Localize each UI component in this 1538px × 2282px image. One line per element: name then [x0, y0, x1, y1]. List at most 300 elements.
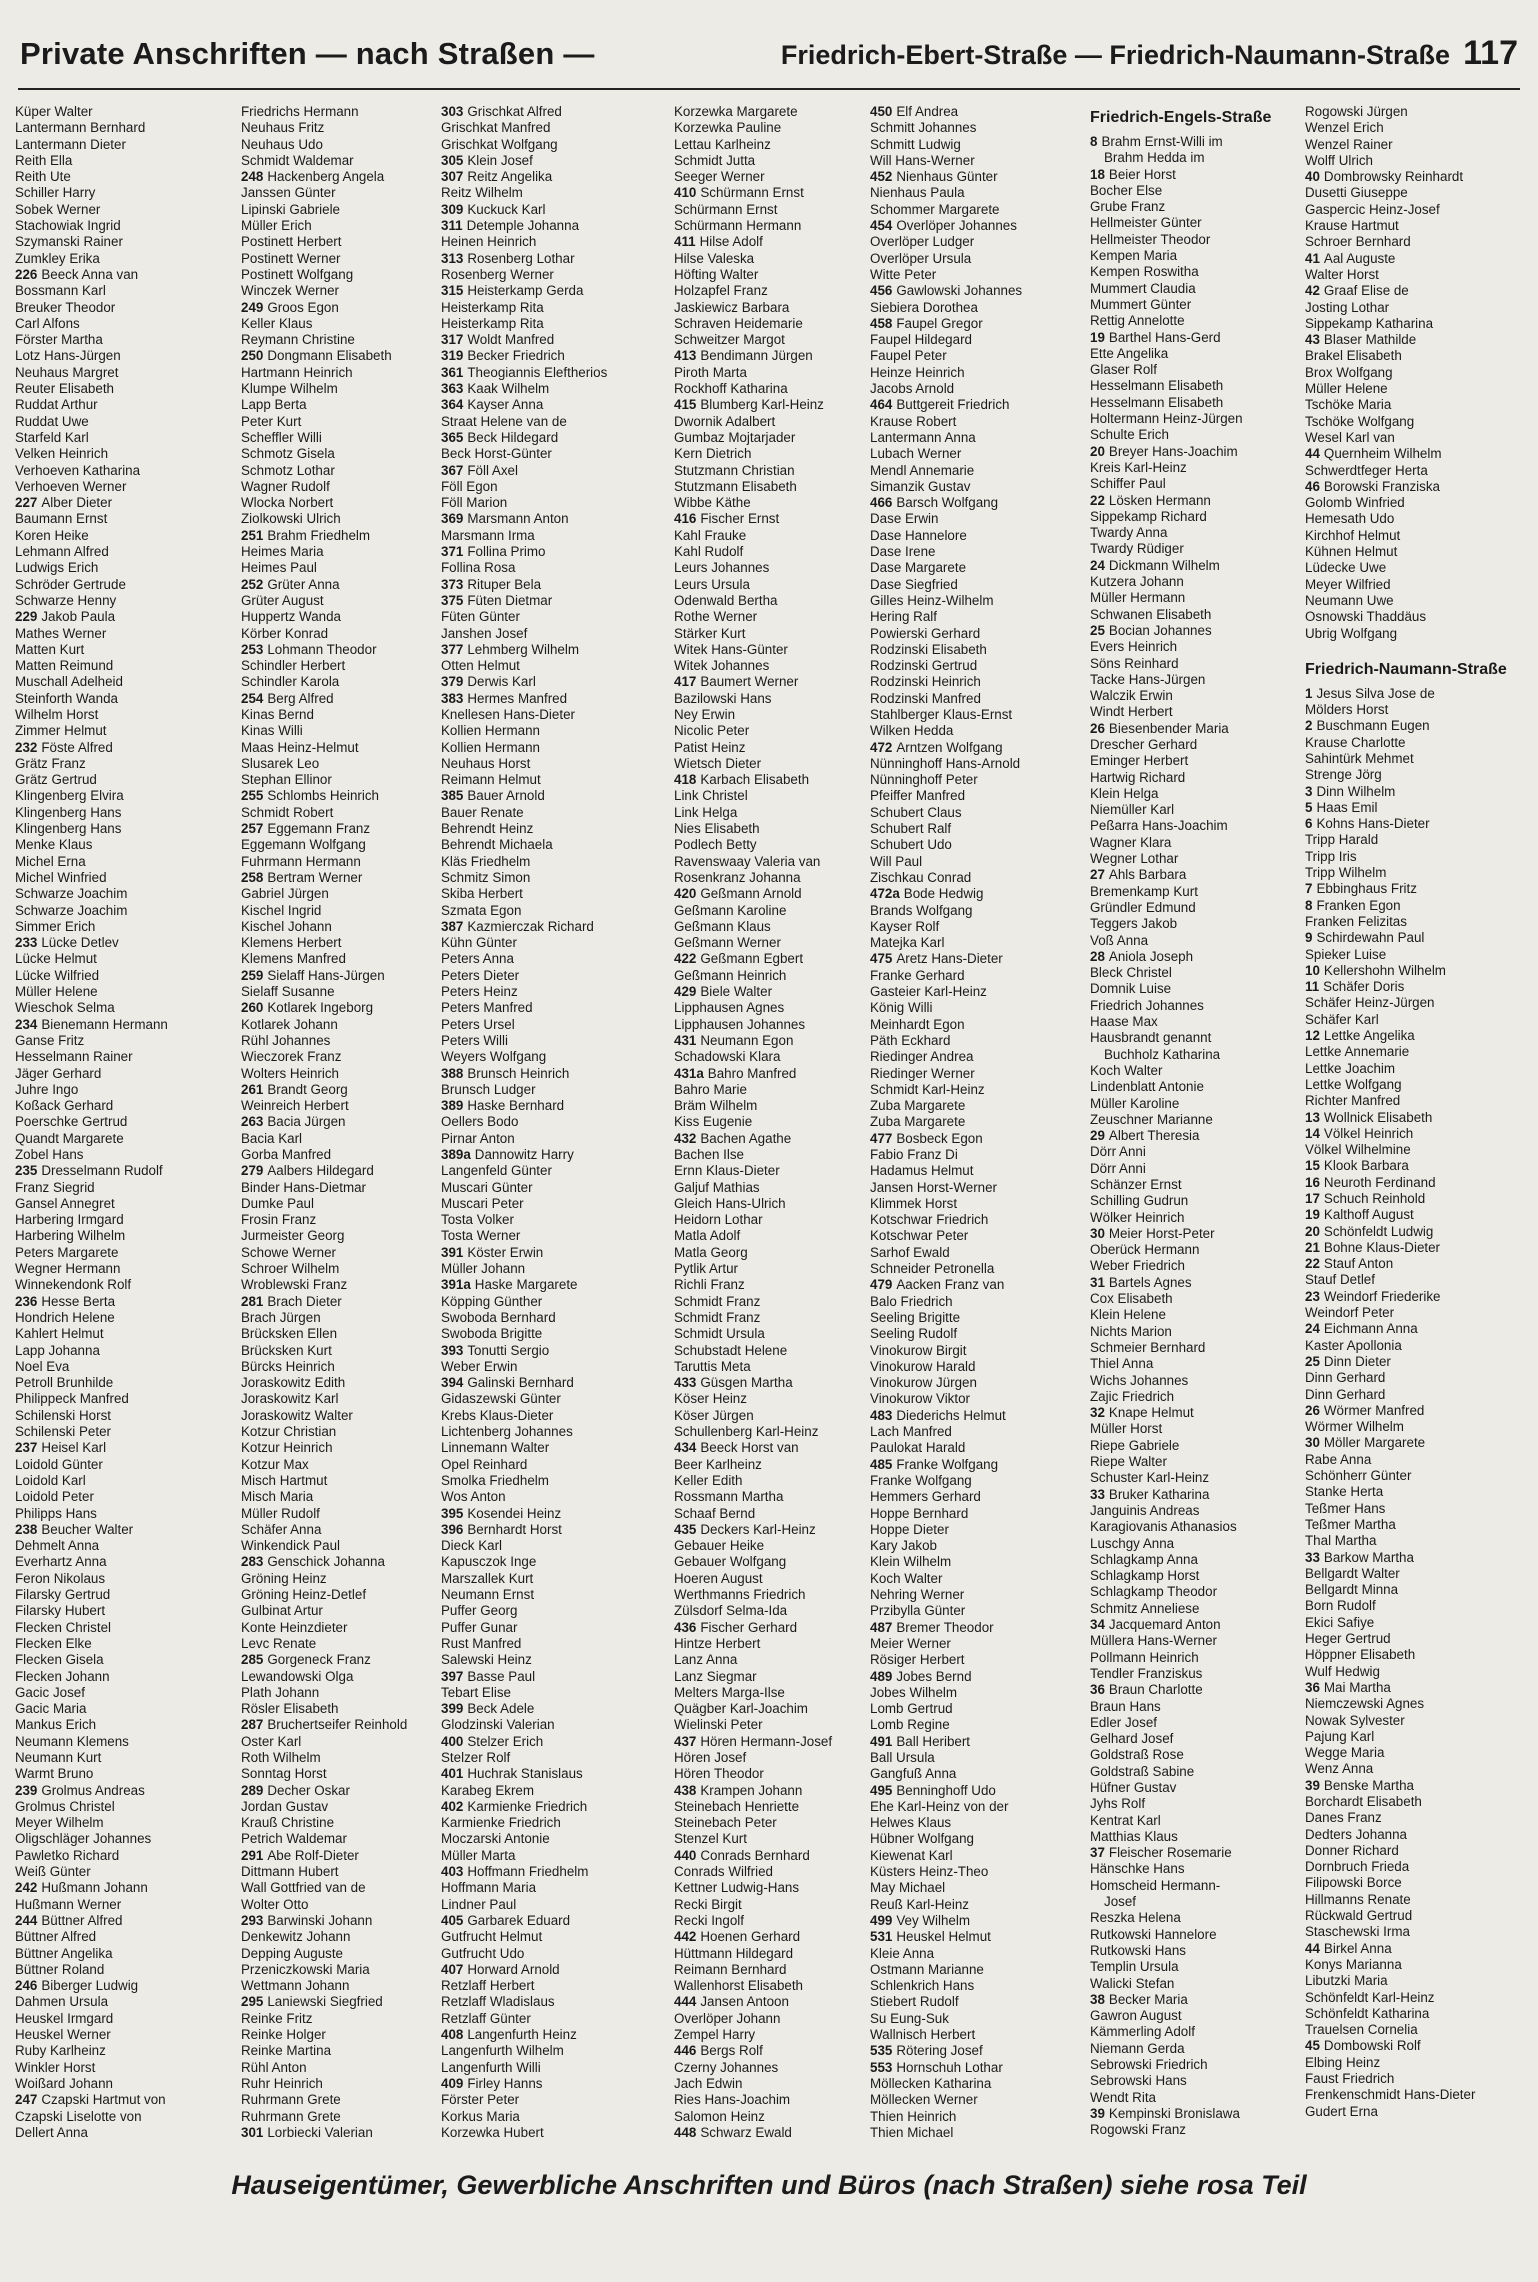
address-entry: [870, 1017, 1090, 1033]
address-entry: [15, 283, 235, 299]
resident-name: Wallenhorst Elisabeth: [674, 1978, 804, 1994]
resident-name: Hoeren August: [674, 1570, 763, 1586]
address-entry: [1090, 1568, 1310, 1584]
address-entry: [1305, 577, 1525, 593]
address-entry: [15, 1082, 235, 1098]
resident-name: Abe Rolf-Dieter: [267, 1847, 359, 1863]
address-entry: [15, 837, 235, 853]
address-entry: [674, 463, 894, 479]
address-entry: [441, 707, 661, 723]
address-entry: [1305, 1175, 1525, 1191]
resident-name: Schwarz Ewald: [700, 2124, 792, 2140]
resident-name: Philippeck Manfred: [15, 1391, 129, 1407]
house-number: 17: [1305, 1191, 1320, 1206]
resident-name: Müller Marta: [441, 1847, 516, 1863]
resident-name: Nehring Werner: [870, 1587, 965, 1603]
resident-name: Rodzinski Heinrich: [870, 674, 981, 690]
resident-name: Vinokurow Jürgen: [870, 1375, 977, 1391]
house-number: 259: [241, 967, 264, 983]
address-entry: [870, 544, 1090, 560]
address-entry: [441, 935, 661, 951]
address-entry: [1090, 215, 1310, 231]
house-number: 399: [441, 1701, 464, 1717]
resident-name: Carl Alfons: [15, 315, 80, 331]
resident-name: Sobek Werner: [15, 201, 101, 217]
resident-name: Janshen Josef: [441, 625, 528, 641]
house-number: 444: [674, 1994, 697, 2010]
address-entry: [441, 984, 661, 1000]
resident-name: Straat Helene van de: [441, 413, 567, 429]
resident-name: Bruker Katharina: [1108, 1486, 1210, 1502]
resident-name: Lehmann Alfred: [15, 544, 109, 560]
resident-name: Heuskel Helmut: [896, 1929, 991, 1945]
address-entry: [674, 1196, 894, 1212]
resident-name: Kollien Hermann: [441, 739, 540, 755]
resident-name: Flecken Johann: [15, 1668, 110, 1684]
resident-name: Seeling Brigitte: [870, 1309, 961, 1325]
address-entry: [870, 1864, 1090, 1880]
resident-name: Kotlarek Ingeborg: [267, 1000, 374, 1016]
address-entry: [15, 251, 235, 267]
resident-name: Starfeld Karl: [15, 429, 89, 445]
address-entry: [674, 886, 894, 902]
resident-name: Rutkowski Hans: [1090, 1942, 1186, 1958]
resident-name: Heger Gertrud: [1305, 1631, 1391, 1647]
address-entry: [1305, 1843, 1525, 1859]
address-entry: [1090, 685, 1313, 704]
address-entry: [15, 202, 235, 218]
address-entry: [15, 1994, 235, 2010]
resident-name: Ludwigs Erich: [15, 560, 99, 576]
resident-name: Patist Heinz: [674, 739, 746, 755]
address-entry: [870, 1734, 1090, 1750]
resident-name: Eichmann Anna: [1323, 1321, 1418, 1337]
resident-name: Szmata Egon: [441, 902, 522, 918]
resident-name: Richli Franz: [674, 1277, 745, 1293]
resident-name: Richter Manfred: [1305, 1093, 1401, 1109]
resident-name: Schowe Werner: [241, 1244, 337, 1260]
resident-name: Hören Josef: [674, 1749, 747, 1765]
resident-name: Bräm Wilhelm: [674, 1098, 758, 1114]
resident-name: Wagner Rudolf: [241, 478, 330, 494]
address-entry: [441, 463, 661, 479]
resident-name: Lücke Helmut: [15, 951, 97, 967]
house-number: 311: [441, 218, 463, 234]
address-entry: [674, 1603, 894, 1619]
address-entry: [870, 1815, 1090, 1831]
house-number: 452: [870, 169, 893, 185]
address-entry: [870, 951, 1090, 967]
resident-name: Lettke Wolfgang: [1305, 1076, 1402, 1092]
address-entry: [241, 2075, 464, 2092]
resident-name: Zajic Friedrich: [1090, 1388, 1175, 1404]
resident-name: Peters Anna: [441, 951, 514, 967]
address-entry: [15, 1734, 235, 1750]
address-entry: [15, 544, 235, 560]
resident-name: Schwarze Henny: [15, 592, 117, 608]
house-number: 401: [441, 1766, 464, 1782]
resident-name: Grischkat Manfred: [441, 120, 551, 136]
resident-name: Tosta Volker: [441, 1212, 514, 1228]
resident-name: Ruddat Uwe: [15, 413, 89, 429]
resident-name: Pytlik Artur: [674, 1261, 738, 1277]
resident-name: Osnowski Thaddäus: [1305, 609, 1427, 625]
house-number: 237: [15, 1440, 38, 1456]
address-entry: [241, 185, 461, 201]
address-entry: [1090, 1030, 1310, 1046]
address-entry: [870, 560, 1090, 576]
resident-name: Wallnisch Herbert: [870, 2027, 976, 2043]
resident-name: Jacquemard Anton: [1108, 1617, 1221, 1633]
address-entry: [1090, 1650, 1310, 1666]
address-entry: [674, 511, 894, 527]
address-entry: [1090, 1552, 1310, 1568]
address-entry: [241, 250, 464, 267]
resident-name: Zumkley Erika: [15, 250, 100, 266]
resident-name: Grischkat Alfred: [467, 104, 562, 119]
address-entry: [441, 1440, 661, 1456]
resident-name: Bahro Manfred: [707, 1065, 797, 1081]
resident-name: Behrendt Heinz: [441, 821, 534, 837]
resident-name: Braun Hans: [1090, 1698, 1161, 1714]
resident-name: Laniewski Siegfried: [267, 1994, 383, 2010]
resident-name: Pfeiffer Manfred: [870, 788, 966, 804]
resident-name: Voß Anna: [1090, 932, 1149, 948]
address-entry: [1305, 609, 1525, 625]
resident-name: Everhartz Anna: [15, 1554, 107, 1570]
address-entry: [15, 2027, 235, 2043]
resident-name: Zeuschner Marianne: [1090, 1111, 1213, 1127]
resident-name: Kutzera Johann: [1090, 574, 1184, 590]
resident-name: Witek Hans-Günter: [674, 641, 788, 657]
resident-name: Schönherr Günter: [1305, 1468, 1412, 1484]
address-entry: [1305, 1696, 1525, 1712]
resident-name: Möllecken Katharina: [870, 2075, 992, 2091]
address-entry: [441, 1783, 661, 1799]
address-entry: [1305, 251, 1525, 267]
address-entry: [1305, 995, 1525, 1011]
address-entry: [241, 772, 461, 788]
resident-name: Schwerdtfeger Herta: [1305, 462, 1428, 478]
resident-name: Lubach Werner: [870, 446, 962, 462]
resident-name: Libutzki Maria: [1305, 1973, 1388, 1989]
address-entry: [441, 2092, 661, 2108]
address-entry: [1090, 998, 1310, 1014]
house-number: 402: [441, 1798, 464, 1814]
resident-name: Lorbiecki Valerian: [267, 2124, 373, 2140]
resident-name: Ruhrmann Grete: [241, 2092, 341, 2108]
resident-name: Maas Heinz-Helmut: [241, 739, 359, 755]
resident-name: Wietsch Dieter: [674, 755, 762, 771]
address-entry: [241, 1636, 461, 1652]
resident-name: Bohne Klaus-Dieter: [1323, 1239, 1441, 1255]
address-entry: [1090, 770, 1310, 786]
address-entry: [441, 218, 661, 234]
address-entry: [870, 1457, 1090, 1473]
resident-name: Lewandowski Olga: [241, 1668, 354, 1684]
resident-name: Joraskowitz Walter: [241, 1407, 353, 1423]
address-entry: [1090, 411, 1310, 427]
address-entry: [870, 430, 1090, 446]
house-number: 44: [1305, 446, 1320, 462]
resident-name: Müller Erich: [241, 218, 312, 234]
house-number: 454: [870, 218, 893, 234]
resident-name: Schindler Karola: [241, 674, 340, 690]
house-number: 433: [674, 1375, 697, 1391]
resident-name: Matla Georg: [674, 1244, 748, 1260]
address-entry: [1090, 1584, 1310, 1600]
resident-name: Wolter Otto: [241, 1896, 309, 1912]
address-entry: [674, 316, 894, 332]
resident-name: Balo Friedrich: [870, 1293, 953, 1309]
address-entry: [441, 854, 661, 870]
address-entry: [674, 120, 894, 136]
resident-name: Dittmann Hubert: [241, 1864, 339, 1880]
address-entry: [1305, 414, 1525, 430]
address-entry: [15, 104, 235, 120]
resident-name: Klook Barbara: [1323, 1158, 1409, 1174]
resident-name: Lettau Karlheinz: [674, 136, 771, 152]
resident-name: Powierski Gerhard: [870, 625, 981, 641]
address-entry: [1090, 1096, 1310, 1112]
resident-name: Schäfer Anna: [241, 1521, 322, 1537]
resident-name: Franke Gerhard: [870, 967, 965, 983]
resident-name: Flecken Elke: [15, 1635, 92, 1651]
address-entry: [1305, 1794, 1525, 1810]
address-entry: [1090, 933, 1310, 949]
address-entry: [241, 1342, 464, 1359]
resident-name: Brücksken Kurt: [241, 1342, 332, 1358]
address-entry: [441, 1929, 661, 1945]
address-entry: [241, 560, 461, 576]
resident-name: Dase Irene: [870, 544, 936, 560]
resident-name: Koch Walter: [1090, 1062, 1163, 1078]
address-entry: [241, 1131, 461, 1147]
resident-name: Verhoeven Katharina: [15, 462, 141, 478]
house-number: 477: [870, 1130, 893, 1146]
address-entry: [1305, 267, 1525, 283]
resident-name: Misch Hartmut: [241, 1472, 328, 1488]
resident-name: Nicolic Peter: [674, 723, 750, 739]
resident-name: Friedrich Johannes: [1090, 997, 1204, 1013]
resident-name: Wegner Hermann: [15, 1261, 121, 1277]
resident-name: Schönfeldt Karl-Heinz: [1305, 1989, 1435, 2005]
resident-name: Niemüller Karl: [1090, 802, 1175, 818]
resident-name: Lantermann Anna: [870, 429, 976, 445]
resident-name: Neumann Kurt: [15, 1749, 102, 1765]
house-number: 263: [241, 1114, 264, 1130]
resident-name: Borowski Franziska: [1323, 478, 1440, 494]
resident-name: Hesse Berta: [41, 1293, 116, 1309]
resident-name: Schubert Claus: [870, 804, 962, 820]
resident-name: Witte Peter: [870, 266, 937, 282]
address-entry: [674, 1375, 894, 1391]
resident-name: Bode Hedwig: [903, 886, 984, 902]
resident-name: Brakel Elisabeth: [1305, 348, 1402, 364]
resident-name: Wulf Hedwig: [1305, 1663, 1380, 1679]
resident-name: Ruddat Arthur: [15, 397, 98, 413]
address-entry: [1090, 1976, 1310, 1992]
address-entry: [441, 1180, 661, 1196]
address-entry: [1305, 1664, 1525, 1680]
address-entry: [241, 1489, 461, 1505]
address-entry: [1090, 199, 1310, 215]
address-entry: [870, 837, 1090, 853]
resident-name: Kläs Friedhelm: [441, 853, 531, 869]
resident-name: Dongmann Elisabeth: [267, 348, 392, 364]
address-entry: [441, 332, 661, 348]
address-entry: [1305, 898, 1525, 914]
address-entry: [674, 1734, 894, 1750]
resident-name: Fleischer Rosemarie: [1108, 1845, 1232, 1861]
resident-name: Spieker Luise: [1305, 946, 1387, 962]
resident-name: Koch Walter: [870, 1570, 943, 1586]
resident-name: Beck Horst-Günter: [441, 446, 552, 462]
resident-name: Zimmer Helmut: [15, 723, 107, 739]
address-entry: [674, 153, 894, 169]
address-entry: [15, 1277, 235, 1293]
address-entry: [1090, 313, 1310, 329]
address-entry: [1305, 881, 1525, 897]
address-entry: [241, 1212, 461, 1228]
resident-name: Eminger Herbert: [1090, 753, 1189, 769]
resident-name: Mai Martha: [1323, 1679, 1391, 1695]
resident-name: Beck Hildegard: [467, 429, 559, 445]
address-entry: [15, 1359, 235, 1375]
address-entry: [870, 691, 1090, 707]
resident-name: Grüter Anna: [267, 576, 340, 592]
resident-name: Levc Renate: [241, 1635, 317, 1651]
resident-name: Vinokurow Viktor: [870, 1391, 970, 1407]
address-entry: [870, 463, 1090, 479]
address-entry: [1090, 1731, 1310, 1747]
resident-name: Wilhelm Horst: [15, 706, 99, 722]
address-entry: [15, 1701, 235, 1717]
house-number: 369: [441, 511, 464, 527]
resident-name: Frenkenschmidt Hans-Dieter: [1305, 2087, 1476, 2103]
address-entry: [15, 1098, 235, 1114]
address-entry: [870, 1180, 1090, 1196]
address-entry: [1090, 1373, 1310, 1389]
resident-name: Jyhs Rolf: [1090, 1796, 1146, 1812]
address-entry: [441, 544, 661, 560]
house-number: 472: [870, 739, 893, 755]
address-entry: [241, 1375, 464, 1391]
address-entry: [1305, 1387, 1525, 1403]
resident-name: Riepe Walter: [1090, 1454, 1167, 1470]
address-entry: [1305, 479, 1525, 495]
resident-name: Warmt Bruno: [15, 1766, 94, 1782]
address-entry: [441, 251, 661, 267]
address-entry: [674, 1962, 894, 1978]
address-entry: [441, 788, 661, 804]
address-entry: [1090, 1177, 1310, 1193]
resident-name: Thien Michael: [870, 2124, 954, 2140]
resident-name: Juhre Ingo: [15, 1081, 79, 1097]
resident-name: Tonutti Sergio: [467, 1342, 550, 1358]
address-entry: [441, 560, 661, 576]
resident-name: Behrendt Michaela: [441, 837, 553, 853]
address-entry: [15, 120, 235, 136]
resident-name: Teßmer Hans: [1305, 1500, 1386, 1516]
address-entry: [870, 2043, 1090, 2059]
page-header: [18, 30, 1520, 90]
house-number: 42: [1305, 283, 1320, 299]
resident-name: Breuker Theodor: [15, 299, 116, 315]
resident-name: Quandt Margarete: [15, 1130, 124, 1146]
address-entry: [674, 300, 894, 316]
address-entry: [870, 153, 1090, 169]
address-entry: [674, 609, 894, 625]
address-entry: [241, 1571, 461, 1587]
address-entry: [241, 805, 461, 821]
resident-name: Schubert Ralf: [870, 821, 952, 837]
resident-name: Gumbaz Mojtarjader: [674, 429, 796, 445]
resident-name: Gilles Heinz-Wilhelm: [870, 592, 994, 608]
resident-name: Kazmierczak Richard: [467, 918, 594, 934]
address-entry: [674, 1082, 894, 1098]
address-entry: [870, 1799, 1090, 1815]
resident-name: Kischel Ingrid: [241, 902, 322, 918]
address-entry: [1305, 348, 1525, 364]
resident-name: Wegner Lothar: [1090, 851, 1179, 867]
address-entry: [674, 1897, 894, 1913]
address-entry: [241, 951, 461, 967]
address-entry: [1305, 800, 1525, 816]
house-number: 448: [674, 2124, 697, 2140]
address-entry: [15, 2092, 235, 2108]
resident-name: Kiss Eugenie: [674, 1114, 753, 1130]
resident-name: Gröning Heinz: [241, 1570, 327, 1586]
resident-name: Ney Erwin: [674, 706, 736, 722]
address-entry: [674, 903, 894, 919]
resident-name: Kollien Hermann: [441, 723, 540, 739]
resident-name: Schulte Erich: [1090, 427, 1169, 443]
address-entry: [674, 1929, 894, 1945]
house-number: 417: [674, 674, 697, 690]
resident-name: Cox Elisabeth: [1090, 1291, 1173, 1307]
resident-name: Friedrichs Hermann: [241, 104, 359, 119]
address-entry: [870, 870, 1090, 886]
resident-name: Rabe Anna: [1305, 1451, 1372, 1467]
resident-name: Matthias Klaus: [1090, 1828, 1178, 1844]
address-entry: [1305, 202, 1525, 218]
address-entry: [674, 1701, 894, 1717]
resident-name: Gröning Heinz-Detlef: [241, 1587, 367, 1603]
resident-name: Krause Charlotte: [1305, 734, 1406, 750]
resident-name: Kahl Frauke: [674, 527, 747, 543]
address-entry: [870, 251, 1090, 267]
address-entry: [241, 1831, 461, 1847]
address-entry: [1305, 1517, 1525, 1533]
address-entry: [15, 593, 235, 609]
address-entry: [674, 1261, 894, 1277]
address-entry: [241, 821, 461, 837]
address-entry: [241, 1457, 461, 1473]
address-entry: [241, 397, 464, 413]
address-entry: [441, 1473, 661, 1489]
address-entry: [441, 414, 661, 430]
address-entry: [1090, 1894, 1310, 1910]
address-entry: [674, 283, 894, 299]
resident-name: Steinebach Peter: [674, 1815, 777, 1831]
address-entry: [870, 1066, 1090, 1082]
resident-name: Overlöper Johannes: [896, 218, 1017, 234]
address-entry: [15, 1326, 235, 1342]
house-number: 6: [1305, 816, 1313, 832]
address-entry: [15, 1522, 235, 1538]
address-entry: [15, 1783, 235, 1799]
